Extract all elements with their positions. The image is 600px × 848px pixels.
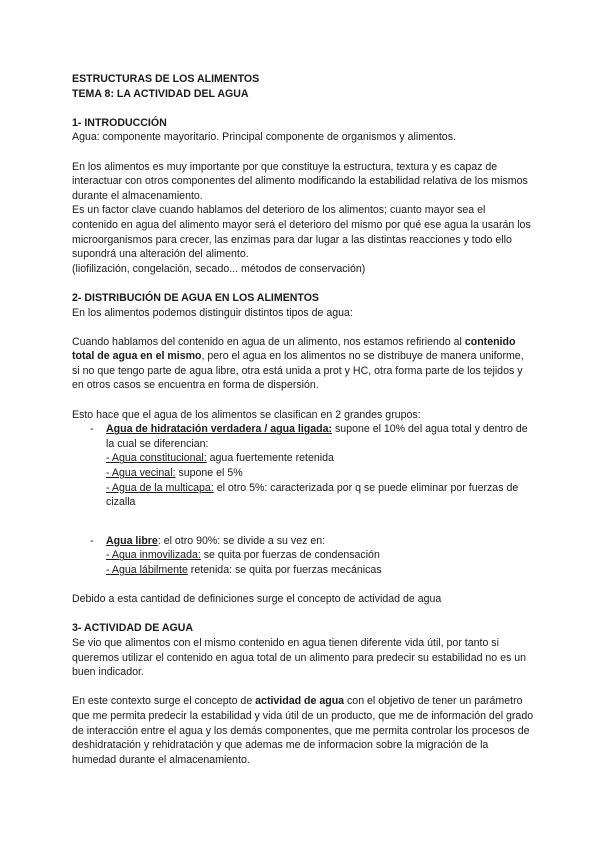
subitem-text: agua fuertemente retenida [206,452,334,465]
section-1-paragraph-4: (liofilización, congelación, secado... métodos de conservación) [72,262,366,275]
subitem-label: - Agua de la multicapa: [106,481,214,494]
bound-water-label: Agua de hidratación verdadera / agua ligada: [106,423,333,436]
section-3-paragraph-2 [72,694,534,767]
subitem-text: se quita por fuerzas de condensación [200,549,380,562]
subitem-label: - Agua constitucional: [106,452,207,465]
section-2-paragraph-3: Esto hace que el agua de los alimentos se clasifican en 2 grandes grupos: [72,408,421,421]
text-run: con el objetivo de tener un parámetro que me permita predecir la estabilidad y vida útil de un producto, que me de información del grado de interacción entre el agua y los demás componentes, que me permita controlar los procesos de deshidratación y rehidratación y que ademas me de informacion sobre la migración de la humedad durante el almacenamiento. [72,695,534,766]
section-2-heading: 2- DISTRIBUCIÓN DE AGUA EN LOS ALIMENTOS [72,291,320,304]
doc-title: ESTRUCTURAS DE LOS ALIMENTOS [72,73,260,85]
doc-subtitle: TEMA 8: LA ACTIVIDAD DEL AGUA [72,87,249,100]
subitem-label: - Agua vecinal: [106,467,176,480]
subitem-label: - Agua inmovilizada: [106,549,201,562]
free-water-desc: : el otro 90%: se divide a su vez en: [157,534,326,547]
section-2-paragraph-2 [72,335,534,393]
section-1-paragraph-2: En los alimentos es muy importante por que constituye la estructura, textura y es capaz de interactuar con otros componentes del alimento modificando la estabilidad relativa de los mismos durante el almacenamiento. [72,160,528,202]
water-groups-list [72,422,534,577]
section-1-heading: 1- INTRODUCCIÓN [72,116,167,129]
list-item-bound-water [90,422,534,510]
section-3-paragraph-1: Se vio que alimentos con el mismo contenido en agua tienen diferente vida útil, por tanto si queremos utilizar el contenido en agua total de un alimento para predecir su estabilidad no es un buen indicador. [72,636,527,679]
subitem-label: - Agua lábilmente [106,564,188,576]
dash-bullet: - [90,534,94,547]
text-run: , pero el agua en los alimentos no se distribuye de manera uniforme, si no que tengo parte de agua libre, otra está unida a prot y HC, otra forma parte de los tejidos y en otros casos se encuentra en forma de dispersión. [72,350,524,392]
bold-text-run: contenido total de agua en el mismo [72,335,516,363]
free-water-label: Agua libre [106,534,158,547]
text-run: Cuando hablamos del contenido en agua de un alimento, nos estamos refiriendo al [72,335,465,348]
text-run: En este contexto surge el concepto de [72,695,256,708]
bold-text-run: actividad de agua [255,695,345,708]
bound-water-desc: supone el 10% del agua total y dentro de la cual se diferencian: [106,423,528,450]
section-1-paragraph-1: Agua: componente mayoritario. Principal componente de organismos y alimentos. [72,131,456,144]
list-item-free-water [90,534,534,578]
section-2-paragraph-4: Debido a esta cantidad de definiciones surge el concepto de actividad de agua [72,593,442,606]
section-3-heading: 3- ACTIVIDAD DE AGUA [72,622,194,635]
section-1-paragraph-3: Es un factor clave cuando hablamos del deterioro de los alimentos; cuanto mayor sea el contenido en agua del alimento mayor será el deterioro del mismo por qué ese agua la usarán los microorganismos para crecer, las enzimas para dar lugar a las distintas reacciones y todo ello supondrá una alteración del alimento. [72,204,531,261]
section-2-paragraph-1: En los alimentos podemos distinguir distintos tipos de agua: [72,306,353,319]
document-body [72,72,534,767]
dash-bullet: - [90,423,94,436]
subitem-text: el otro 5%: caracterizada por q se puede eliminar por fuerzas de cizalla [106,481,519,509]
subitem-text: retenida: se quita por fuerzas mecánicas [187,564,382,576]
subitem-text: supone el 5% [175,467,243,480]
